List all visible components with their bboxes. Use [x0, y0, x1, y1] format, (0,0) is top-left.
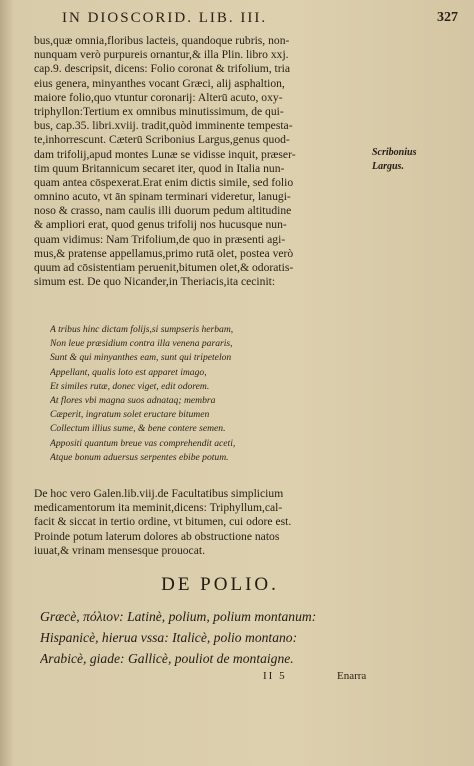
- body-line: bus,quæ omnia,floribus lacteis, quandoque rubris, non-: [34, 34, 290, 47]
- galen-paragraph: [34, 487, 374, 558]
- verse-line: Appositi quantum breue vas comprehendit aceti,: [50, 437, 236, 449]
- running-head: IN DIOSCORID. LIB. III.: [62, 10, 268, 26]
- body-line: te,inhorrescunt. Cæterū Scribonius Largus,genus quod-: [34, 133, 290, 147]
- body-line: Proinde potum laterum dolores ab obstructione natos: [34, 529, 280, 543]
- verse-line: Cæperit, ingratum solet eructare bitumen: [50, 409, 210, 421]
- body-line: dam trifolij,apud montes Lunæ se vidisse inquit, præser-: [34, 147, 296, 161]
- verse-line: Non leue præsidium contra illa venena pararis,: [50, 338, 233, 350]
- body-line: mus,& pratense appellamus,primo rutā olet, postea verò: [34, 246, 294, 260]
- body-line: noso & crasso, nam caulis illi duorum pedum altitudine: [34, 204, 292, 218]
- margin-note-line: Scribonius: [372, 147, 417, 158]
- body-line: medicamentorum ita meminit,dicens: Triphyllum,cal-: [34, 501, 283, 515]
- verse-line: At flores vbi magna suos adnataq; membra: [50, 394, 216, 406]
- verse-quotation: [50, 323, 360, 465]
- body-line: eius genera, minyanthes vocant Græci, alij asphaltion,: [34, 76, 285, 90]
- body-line: facit & siccat in tertio ordine, vt bitumen, cui odore est.: [34, 515, 292, 529]
- margin-note-line: Largus.: [372, 161, 404, 172]
- body-line: triphyllon:Tertium ex omnibus minutissimum, de qui-: [34, 104, 284, 118]
- verse-line: Appellant, qualis loto est apparet imago,: [50, 366, 207, 378]
- body-line: quam antea cōspexerat.Erat enim dictis simile, sed folio: [34, 175, 294, 189]
- synonym-list: [40, 606, 380, 669]
- verse-line: Atque bonum aduersus serpentes ebibe potum.: [50, 451, 229, 463]
- body-line: omnino acuto, vt ān spinam terminari videretur, lanugi-: [34, 190, 291, 204]
- body-line: & ampliori erat, quod genus trifolij nos hucusque nun-: [34, 218, 287, 232]
- body-line: nunquam verò purpureis ornantur,& illa Plin. libro xxj.: [34, 48, 289, 62]
- section-title: DE POLIO.: [161, 574, 279, 595]
- catchword: Enarra: [337, 670, 367, 682]
- margin-note: [372, 146, 468, 174]
- verse-line: A tribus hinc dictam folijs,si sumpseris herbam,: [50, 324, 234, 335]
- body-line: maiore folio,quo vtuntur coronarij: Alterū acuto, oxy-: [34, 90, 283, 104]
- body-line: tim quum Britannicum secaret iter, quod in Italia nun-: [34, 161, 285, 175]
- page-footer: [255, 670, 465, 686]
- body-line: iuuat,& vrinam mensesque prouocat.: [34, 543, 205, 557]
- verse-line: Collectum illius sume, & bene contere semen.: [50, 423, 226, 435]
- body-line: bus, cap.35. libri.xviij. tradit,quòd imminente tempesta-: [34, 119, 293, 133]
- page-number: 327: [437, 10, 458, 25]
- body-line: cap.9. descripsit, dicens: Folio coronat & trifolium, tria: [34, 62, 290, 76]
- synonym-line: Græcè, πόλιον: Latinè, polium, polium montanum:: [40, 609, 317, 624]
- body-paragraph: [34, 34, 374, 289]
- synonym-line: Hispanicè, hierua vssa: Italicè, polio montano:: [40, 630, 298, 645]
- verse-line: Sunt & qui minyanthes eam, sunt qui tripetelon: [50, 352, 232, 364]
- body-line: quam vidimus: Nam Trifolium,de quo in præsenti agi-: [34, 232, 286, 246]
- body-line: simum est. De quo Nicander,in Theriacis,ita cecinit:: [34, 275, 276, 289]
- verse-line: Et similes rutæ, donec viget, edit odorem.: [50, 380, 210, 392]
- signature-mark: II 5: [263, 670, 287, 682]
- body-line: De hoc vero Galen.lib.viij.de Facultatibus simplicium: [34, 487, 284, 500]
- page-header: [62, 10, 462, 32]
- synonym-line: Arabicè, giade: Gallicè, pouliot de montaigne.: [40, 651, 294, 666]
- body-line: quum ad cōsistentiam peruenit,bitumen olet,& odoratis-: [34, 261, 294, 274]
